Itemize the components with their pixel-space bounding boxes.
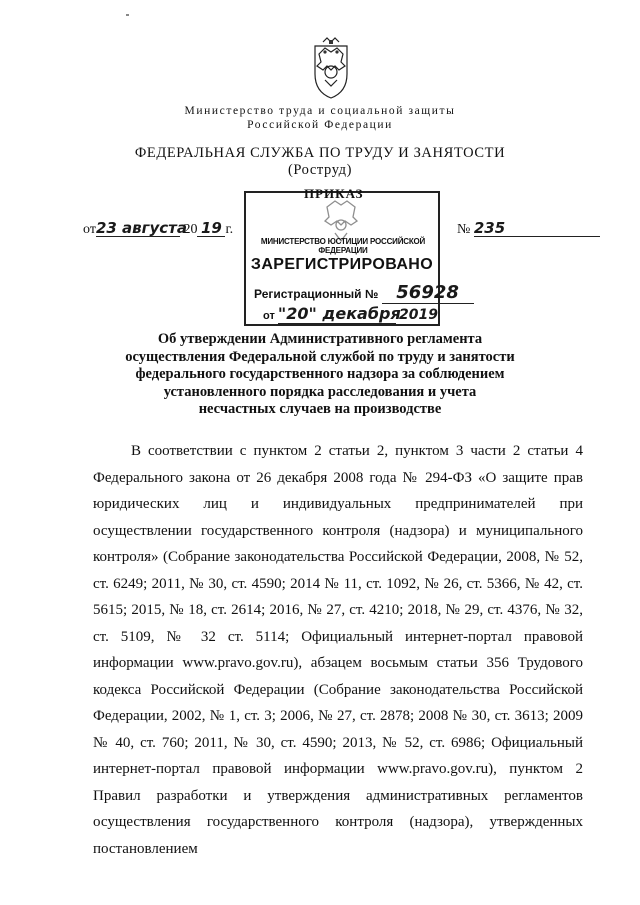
stamp-registered: ЗАРЕГИСТРИРОВАНО	[250, 256, 434, 273]
order-number	[457, 221, 600, 238]
number-prefix: №	[457, 222, 471, 237]
ministry-line-2: Российской Федерации	[247, 119, 393, 131]
title-line-1: Об утверждении Административного регламента	[157, 331, 483, 347]
title-line-3: федерального государственного надзора за соблюдением	[135, 366, 505, 382]
stamp-reg-year: 2019	[398, 307, 438, 323]
stamp-reg-number-line	[254, 282, 474, 304]
date-day-month: 23 августа	[95, 219, 187, 237]
body-paragraph: В соответствии с пунктом 2 статьи 2, пунктом 3 части 2 статьи 4 Федерального закона от 26 декабря 2008 года № 294-ФЗ «О защите прав юридических лиц и индивидуальных предпринимателей при осуществлении государственного контроля (надзора) и муниципального контроля» (Собрание законодательства Российской Федерации, 2008, № 52, ст. 6249; 2011, № 30, ст. 4590; 2014 № 11, ст. 1092, № 26, ст. 5366, № 42, ст. 5615; 2015, № 18, ст. 2614; 2016, № 27, ст. 4210; 2018, № 29, ст. 4376, № 32, ст. 5109, № 32 ст. 5114; Официальный интернет-портал правовой информации www.pravo.gov.ru), абзацем восьмым статьи 356 Трудового кодекса Российской Федерации (Собрание законодательства Российской Федерации, 2002, № 1, ст. 3; 2006, № 27, ст. 2878; 2008 № 30, ст. 3613; 2009 № 40, ст. 760; 2011, № 30, ст. 4590; 2013, № 52, ст. 6986; Официальный интернет-портал правовой информации www.pravo.gov.ru), пунктом 2 Правил разработки и утверждения административных регламентов осуществления государственного контроля (надзора), утвержденных постановлением	[93, 443, 583, 857]
stamp-reg-number: 56928	[382, 282, 474, 304]
service-name	[0, 145, 640, 179]
year-suffix: 19	[197, 221, 225, 237]
year-end: г.	[225, 222, 234, 237]
title-line-5: несчастных случаев на производстве	[198, 401, 442, 417]
stamp-reg-label: Регистрационный №	[254, 287, 379, 301]
title-line-4: установленного порядка расследования и учета	[163, 383, 477, 400]
title-line-2: осуществления Федеральной службой по труду и занятости	[125, 348, 515, 365]
order-date	[83, 221, 233, 238]
year-prefix: 20	[183, 222, 198, 237]
service-line-2: (Роструд)	[287, 162, 353, 178]
date-prefix: от	[83, 222, 96, 237]
ministry-name	[0, 104, 640, 132]
coat-of-arms-emblem	[305, 36, 357, 100]
scan-mark	[126, 14, 129, 16]
service-line-1: ФЕДЕРАЛЬНАЯ СЛУЖБА ПО ТРУДУ И ЗАНЯТОСТИ	[134, 145, 506, 161]
stamp-date-label: от	[263, 310, 275, 322]
stamp-reg-date: "20" декабря	[277, 304, 401, 323]
document-title	[60, 331, 580, 419]
stamp-ministry: МИНИСТЕРСТВО ЮСТИЦИИ РОССИЙСКОЙ ФЕДЕРАЦИИ	[260, 237, 426, 255]
number-value: 235	[474, 221, 600, 237]
ministry-line-1: Министерство труда и социальной защиты	[184, 105, 456, 117]
stamp-date-line	[263, 304, 438, 324]
order-heading: ПРИКАЗ	[304, 186, 364, 201]
